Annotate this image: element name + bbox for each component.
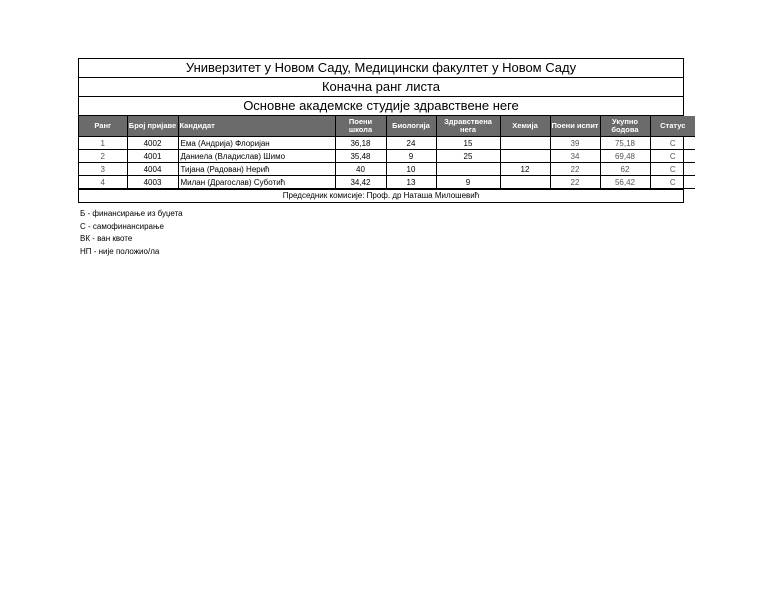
cell-school-points: 34,42 [335,176,386,189]
col-header-chemistry: Хемија [500,116,550,137]
cell-chemistry [500,176,550,189]
cell-school-points: 36,18 [335,137,386,150]
cell-total-points: 75,18 [600,137,650,150]
cell-status: С [650,137,695,150]
status-legend [80,208,183,258]
commission-chair: Председник комисије: Проф. др Наташа Милошевић [79,189,683,202]
cell-nursing [436,163,500,176]
cell-chemistry [500,137,550,150]
col-header-application-no: Број пријаве [127,116,178,137]
cell-exam-points: 22 [550,176,600,189]
legend-item: С - самофинансирање [80,221,164,231]
cell-chemistry: 12 [500,163,550,176]
cell-nursing: 15 [436,137,500,150]
cell-status: С [650,163,695,176]
legend-item: ВК - ван квоте [80,234,133,243]
cell-application-no: 4001 [127,150,178,163]
col-header-exam-points: Поени испит [550,116,600,137]
col-header-school-points: Поени школа [335,116,386,137]
cell-nursing: 9 [436,176,500,189]
col-header-rank: Ранг [79,116,127,137]
cell-application-no: 4003 [127,176,178,189]
col-header-nursing: Здравствена нега [436,116,500,137]
cell-total-points: 69,48 [600,150,650,163]
cell-school-points: 35,48 [335,150,386,163]
legend-item: НП - није положио/ла [80,246,160,256]
table-row [79,163,695,176]
cell-biology: 24 [386,137,436,150]
table-header-row [79,116,695,137]
cell-exam-points: 39 [550,137,600,150]
cell-application-no: 4002 [127,137,178,150]
cell-school-points: 40 [335,163,386,176]
list-title: Коначна ранг листа [79,78,683,97]
cell-candidate: Милан (Драгослав) Суботић [178,176,335,189]
col-header-total-points: Укупно бодова [600,116,650,137]
cell-status: С [650,176,695,189]
university-title: Универзитет у Новом Саду, Медицински факултет у Новом Саду [79,59,683,78]
cell-biology: 9 [386,150,436,163]
col-header-status: Статус [650,116,695,137]
cell-application-no: 4004 [127,163,178,176]
ranking-table [79,116,695,189]
col-header-biology: Биологија [386,116,436,137]
col-header-candidate: Кандидат [178,116,335,137]
table-row [79,150,695,163]
cell-candidate: Тијана (Радован) Нерић [178,163,335,176]
cell-exam-points: 22 [550,163,600,176]
program-title: Основне академске студије здравствене неге [79,97,683,116]
cell-biology: 10 [386,163,436,176]
cell-total-points: 62 [600,163,650,176]
table-row [79,176,695,189]
legend-item: Б - финансирање из буџета [80,209,183,218]
cell-chemistry [500,150,550,163]
cell-rank: 3 [79,163,127,176]
cell-biology: 13 [386,176,436,189]
ranking-sheet [78,58,684,203]
cell-rank: 1 [79,137,127,150]
table-row [79,137,695,150]
cell-rank: 4 [79,176,127,189]
cell-candidate: Ема (Андрија) Флоријан [178,137,335,150]
cell-candidate: Даниела (Владислав) Шимо [178,150,335,163]
cell-status: С [650,150,695,163]
cell-total-points: 56,42 [600,176,650,189]
cell-rank: 2 [79,150,127,163]
cell-exam-points: 34 [550,150,600,163]
cell-nursing: 25 [436,150,500,163]
